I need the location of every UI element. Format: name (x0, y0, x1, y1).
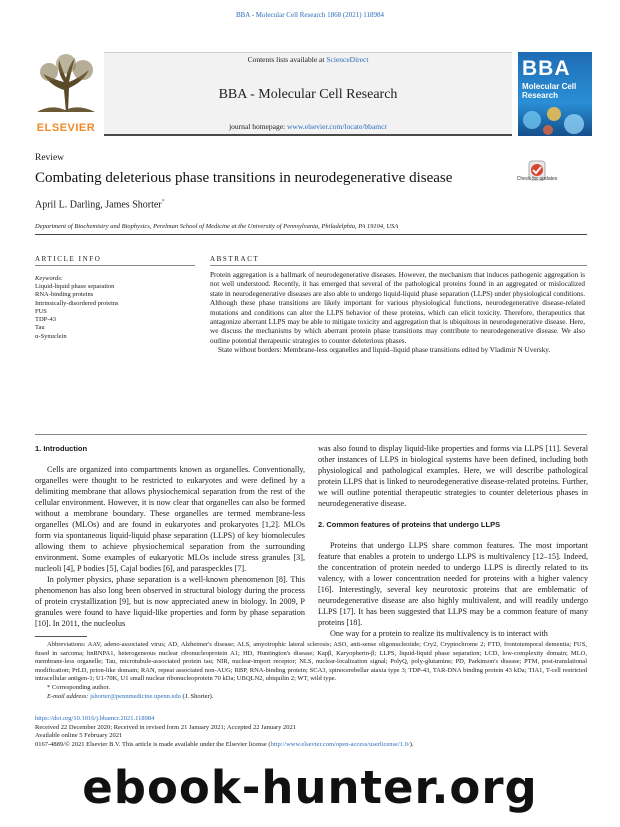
section-heading: 2. Common features of proteins that undergo LLPS (318, 520, 501, 529)
author-email-link[interactable]: jshorter@pennmedicine.upenn.edu (90, 692, 181, 700)
keyword: Tau (35, 324, 45, 332)
journal-cover[interactable] (518, 52, 592, 136)
cover-subtitle: Molecular Cell Research (522, 82, 577, 100)
article-info-label: ARTICLE INFO (35, 255, 102, 263)
journal-name: BBA - Molecular Cell Research (218, 87, 398, 102)
elsevier-tree-icon (31, 52, 101, 116)
keywords-heading: Keywords: (35, 275, 63, 282)
keyword: α-Synuclein (35, 332, 67, 340)
author-names: April L. Darling, James Shorter (35, 199, 162, 211)
license-prefix: 0167-4889/© 2021 Elsevier B.V. This article is made available under the Elsevier license ( (35, 740, 271, 748)
available-online-date: Available online 5 February 2021 (35, 732, 123, 740)
homepage-prefix: journal homepage: (229, 122, 286, 131)
publication-info (35, 715, 587, 749)
abstract-bottom-rule (35, 434, 587, 435)
abbreviations-footnote: Abbreviations: AAV, adeno-associated virus; AD, Alzheimer's disease; ALS, amyotrophic lateral sclerosis; ASO, anti-sense oligonucleotide; Cry2, Cryptochrome 2; FTD, frontotemporal dementia; FUS, fused in sarcoma; hnRNPA1, heterogeneous nuclear ribonucleoprotein A1; HD, Huntington's disease; Kapβ, Karyopherin-β; LLPS, liquid-liquid phase separation; LCD, low-complexity domain; MLO, membrane-less organelle; Tau, microtubule-associated protein tau; NIR, nuclear-import receptor; NLS, nuclear-localization signal; PolyQ, poly-glutamine; PD, Parkinson's disease; PTM, post-translational modification; PrLD, prion-like domain; RAN, repeat associated non-AUG; RBP, RNA-binding protein; SCA3, spinocerebellar ataxia type 3; TDP-43, TAR-DNA binding protein 43 kDa; TIA1, T-cell restricted intracellular antigen-1; U1-70K, U1 small nuclear ribonucleoprotein 70 kDa; UBQLN2, ubiquilin 2; WT, wild type. (35, 641, 587, 683)
author-line (35, 199, 165, 210)
section-heading: 1. Introduction (35, 444, 88, 453)
keyword-list (35, 283, 119, 341)
section-spacer (318, 509, 588, 519)
cover-artwork-icon (518, 102, 592, 136)
doi-link[interactable]: https://doi.org/10.1016/j.bbamcr.2021.118984 (35, 715, 155, 722)
keyword: FUS (35, 307, 47, 315)
keyword: RNA-binding proteins (35, 291, 94, 299)
footnotes (35, 641, 587, 701)
watermark: ebook-hunter.org (82, 761, 538, 814)
corresponding-author-marker[interactable]: * (161, 199, 165, 205)
footnote-divider (35, 636, 87, 637)
contents-line (104, 55, 512, 64)
sciencedirect-link[interactable]: ScienceDirect (326, 55, 369, 64)
body-column-right (318, 443, 588, 639)
keyword: Liquid-liquid phase separation (35, 283, 115, 290)
article-info-rule (35, 265, 195, 266)
license-suffix: ). (409, 740, 414, 748)
body-paragraph: In polymer physics, phase separation is a well-known phenomenon [8]. This phenomenon has also long been observed in structural biology during the process of protein crystallization [9], but is now appreciated anew in biology. In 2009, P granules were found to have liquid-like properties and form by phase separation [10]. In 2011, the nucleolus (35, 575, 305, 628)
affiliation: Department of Biochemistry and Biophysics, Perelman School of Medicine at the University of Pennsylvania, Philadelphia, PA 19104, USA (35, 223, 399, 230)
elsevier-logo[interactable] (31, 52, 101, 134)
body-paragraph: Cells are organized into compartments known as organelles. Conventionally, organelles were thought to be restricted to eukaryotes and were defined by a delimiting membrane that allows physiochemical separation from the rest of the cellular environment. However, it is now clear that organelles can also be formed without a membrane boundary. These organelles are termed membrane-less organelles (MLOs) and are found in eukaryotes and prokaryotes [1,2]. MLOs form via spontaneous liquid-liquid phase separation (LLPS) of key biomolecules allowing them to achieve physiochemical separation from the surrounding environment. Some examples of eukaryotic MLOs include stress granules [3], nucleoli [4], P bodies [5], Cajal bodies [6], and paraspeckles [7]. (35, 465, 305, 573)
homepage-line (104, 122, 512, 131)
keyword: Intrinsically-disordered proteins (35, 299, 119, 307)
body-paragraph: One way for a protein to realize its multivalency is to interact with (330, 629, 548, 638)
running-head[interactable]: BBA - Molecular Cell Research 1868 (2021) 118984 (235, 11, 385, 19)
article-title: Combating deleterious phase transitions in neurodegenerative disease (35, 170, 453, 186)
body-paragraph: Proteins that undergo LLPS share common features. The most important feature that enables a protein to undergo LLPS is multivalency [12–15]. Indeed, the concentration of protein needed to undergo LLPS is directly related to its valency, with a lower concentration needed for proteins with a higher valency [16]. Interestingly, several key neurotoxic proteins that are emblematic of neurodegenerative disease are also highly multivalent, and will readily undergo LLPS [17]. It has been suggested that LLPS may be a common feature of many proteins [18]. (318, 541, 588, 627)
email-suffix: (J. Shorter). (182, 692, 214, 700)
keyword: TDP-43 (35, 316, 56, 324)
publisher-wordmark: ELSEVIER (36, 122, 96, 134)
abstract-body (210, 271, 585, 356)
body-column-left (35, 443, 305, 629)
journal-homepage-link[interactable]: www.elsevier.com/locate/bbamcr (287, 122, 387, 131)
journal-masthead (31, 44, 591, 136)
cover-title: BBA (522, 57, 571, 80)
contents-prefix: Contents lists available at (247, 55, 325, 64)
email-prefix: E-mail address: (47, 692, 89, 700)
journal-band (104, 52, 512, 136)
abstract-rule (210, 265, 587, 266)
email-line (35, 693, 587, 702)
corresponding-author-note: * Corresponding author. (47, 683, 111, 691)
received-dates: Received 22 December 2020; Received in revised form 21 January 2021; Accepted 22 January 2021 (35, 723, 296, 731)
abstract-label: ABSTRACT (210, 255, 260, 263)
license-link[interactable]: http://www.elsevier.com/open-access/userlicense/1.0/ (270, 740, 410, 748)
article-type: Review (35, 153, 65, 163)
abstract-paragraph: Protein aggregation is a hallmark of neurodegenerative diseases. However, the mechanism that induces pathogenic aggregation is not well understood. Recently, it has emerged that several of the pathological proteins found in an aggregated or mislocalized state in neurodegenerative diseases are also able to undergo liquid-liquid phase separation (LLPS) under physiological conditions. Although these phase transitions are likely important for various physiological functions, neurodegenerative disease-related mutations and conditions can alter the LLPS behavior of these proteins, which can elicit toxicity. Therefore, therapeutics that antagonize aberrant LLPS may be able to mitigate toxicity and aggregation that is ubiquitous in neurodegenerative disease. Here, we discuss the mechanisms by which aberrant protein phase transitions may contribute to neurodegenerative disease. We also outline potential therapeutic strategies to counter deleterious phases. (210, 271, 585, 345)
crossmark-label[interactable]: Check for updates (516, 176, 558, 182)
body-paragraph: was also found to display liquid-like properties and forms via LLPS [11]. Several other instances of LLPS in biological systems have been defined, including both physiological and pathological examples. Here, we will describe pathological protein LLPS that is linked to neurodegenerative disease-related proteins. Further, we will outline potential therapeutic strategies to counter deleterious phases in neurodegenerative disease. (318, 444, 588, 508)
header-divider (35, 234, 587, 235)
special-issue-note: State without borders: Membrane-less organelles and liquid–liquid phase transitions edited by Vladimir N Uversky. (218, 346, 551, 355)
